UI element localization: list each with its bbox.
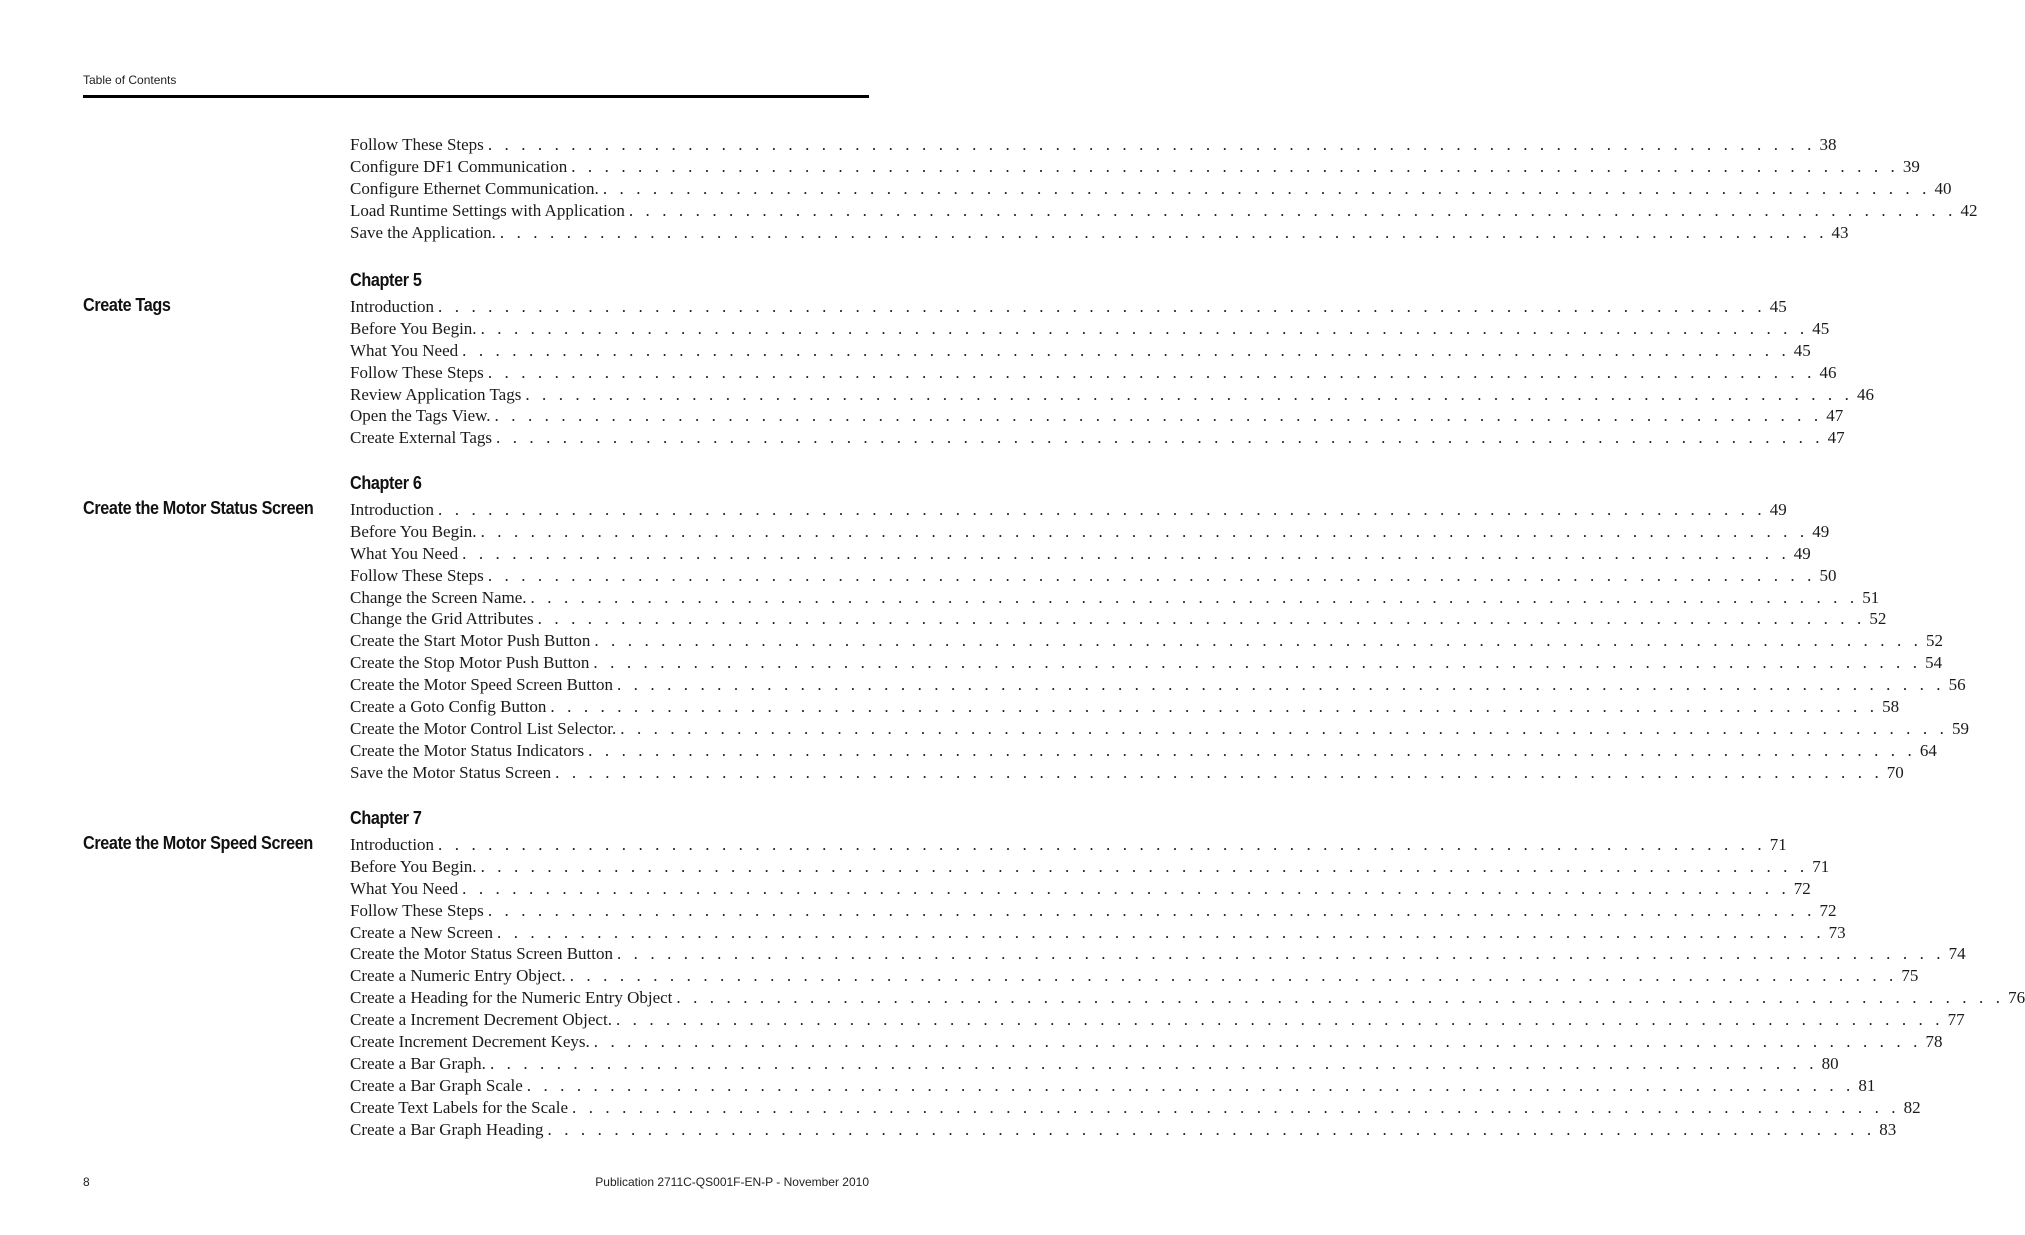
dot-leader: . . . . . . . . . . . . . . . . . . . . . . . . . . . . . . . . . . . . . . . . . . . . . . . . . . . . . . . . . . . . . . . . . . . . . . . . . . . . . . . . (537, 609, 1866, 629)
toc-entry[interactable] (350, 1097, 1921, 1119)
dot-leader: . . . . . . . . . . . . . . . . . . . . . . . . . . . . . . . . . . . . . . . . . . . . . . . . . . . . . . . . . . . . . . . . . . . . . . . . . . . . . . . . (593, 653, 1922, 673)
toc-entry-page: 40 (1934, 178, 1952, 198)
dot-leader: . . . . . . . . . . . . . . . . . . . . . . . . . . . . . . . . . . . . . . . . . . . . . . . . . . . . . . . . . . . . . . . . . . . . . . . . . . . . . . . . (480, 521, 1809, 541)
toc-entry-page: 38 (1819, 135, 1837, 154)
running-head: Table of Contents (83, 73, 177, 87)
toc-entry-title: Follow These Steps (350, 900, 484, 920)
dot-leader: . . . . . . . . . . . . . . . . . . . . . . . . . . . . . . . . . . . . . . . . . . . . . . . . . . . . . . . . . . . . . . . . . . . . . . . . . . . . . . . . (616, 675, 1945, 695)
toc-entry-title: Follow These Steps (350, 135, 484, 154)
header-rule (83, 95, 869, 98)
toc-entry-title: Load Runtime Settings with Application (350, 200, 625, 220)
toc-entry-title: Change the Grid Attributes (350, 609, 534, 629)
toc-entry-page: 73 (1828, 922, 1846, 942)
dot-leader: . . . . . . . . . . . . . . . . . . . . . . . . . . . . . . . . . . . . . . . . . . . . . . . . . . . . . . . . . . . . . . . . . . . . . . . . . . . . . . . . (487, 565, 1816, 585)
toc-entry-title: Create External Tags (350, 428, 492, 448)
toc-entry-title: Create a Heading for the Numeric Entry Object (350, 988, 673, 1008)
toc-entry[interactable] (350, 696, 1900, 718)
toc-entry-title: Before You Begin. (350, 856, 477, 876)
toc-entry-title: Save the Application. (350, 222, 496, 242)
toc-entry[interactable] (350, 922, 1846, 944)
toc-entry-title: Create a Bar Graph Heading (350, 1119, 544, 1139)
dot-leader: . . . . . . . . . . . . . . . . . . . . . . . . . . . . . . . . . . . . . . . . . . . . . . . . . . . . . . . . . . . . . . . . . . . . . . . . . . . . . . . . (480, 856, 1809, 876)
toc-entry[interactable] (350, 1119, 1897, 1141)
toc-entry-title: Before You Begin. (350, 521, 477, 541)
toc-entry[interactable] (350, 384, 1874, 406)
toc-entry-page: 58 (1882, 697, 1900, 717)
toc-entry-title: Change the Screen Name. (350, 587, 527, 607)
toc-entry[interactable] (350, 222, 1849, 244)
toc-entry[interactable] (350, 900, 1837, 922)
toc-entry-page: 39 (1902, 156, 1920, 176)
toc-entry-title: Before You Begin. (350, 318, 477, 338)
dot-leader: . . . . . . . . . . . . . . . . . . . . . . . . . . . . . . . . . . . . . . . . . . . . . . . . . . . . . . . . . . . . . . . . . . . . . . . . . . . . . . . . (602, 178, 1931, 198)
chapter-title: Create Tags (83, 295, 171, 315)
toc-entry-page: 83 (1879, 1119, 1897, 1139)
toc-entry-page: 75 (1901, 966, 1919, 986)
toc-entry[interactable] (350, 856, 1830, 878)
dot-leader: . . . . . . . . . . . . . . . . . . . . . . . . . . . . . . . . . . . . . . . . . . . . . . . . . . . . . . . . . . . . . . . . . . . . . . . . . . . . . . . . (438, 835, 1766, 854)
dot-leader: . . . . . . . . . . . . . . . . . . . . . . . . . . . . . . . . . . . . . . . . . . . . . . . . . . . . . . . . . . . . . . . . . . . . . . . . . . . . . . . . (499, 222, 1828, 242)
toc-entry-title: Create the Motor Control List Selector. (350, 718, 617, 738)
toc-entry-page: 49 (1769, 500, 1787, 519)
toc-entry-title: What You Need (350, 543, 459, 563)
toc-entry-title: Create a Numeric Entry Object. (350, 966, 566, 986)
toc-entry-title: Introduction (350, 500, 435, 519)
chapter-label: Chapter 5 (350, 270, 422, 290)
toc-entry-page: 46 (1819, 362, 1837, 382)
dot-leader: . . . . . . . . . . . . . . . . . . . . . . . . . . . . . . . . . . . . . . . . . . . . . . . . . . . . . . . . . . . . . . . . . . . . . . . . . . . . . . . . (628, 200, 1957, 220)
toc-entry[interactable] (350, 878, 1811, 900)
toc-entry-page: 51 (1862, 587, 1880, 607)
dot-leader: . . . . . . . . . . . . . . . . . . . . . . . . . . . . . . . . . . . . . . . . . . . . . . . . . . . . . . . . . . . . . . . . . . . . . . . . . . . . . . . . (487, 900, 1816, 920)
toc-entry-page: 80 (1821, 1053, 1839, 1073)
toc-entry-title: Open the Tags View. (350, 406, 491, 426)
page-number: 8 (83, 1175, 90, 1189)
dot-leader: . . . . . . . . . . . . . . . . . . . . . . . . . . . . . . . . . . . . . . . . . . . . . . . . . . . . . . . . . . . . . . . . . . . . . . . . . . . . . . . . (489, 1053, 1818, 1073)
toc-entry-page: 77 (1947, 1010, 1965, 1030)
toc-entry[interactable] (350, 987, 2025, 1009)
toc-entry-page: 71 (1769, 835, 1787, 854)
toc-entry-page: 82 (1903, 1097, 1921, 1117)
toc-entry[interactable] (350, 178, 1952, 200)
toc-entry-page: 42 (1960, 200, 1978, 220)
toc-entry-page: 50 (1819, 565, 1837, 585)
chapter-title: Create the Motor Status Screen (83, 498, 314, 518)
toc-entry-title: Create the Start Motor Push Button (350, 631, 591, 651)
toc-entry-title: Review Application Tags (350, 384, 522, 404)
dot-leader: . . . . . . . . . . . . . . . . . . . . . . . . . . . . . . . . . . . . . . . . . . . . . . . . . . . . . . . . . . . . . . . . . . . . . . . . . . . . . . . . (550, 697, 1879, 717)
toc-entry-title: Follow These Steps (350, 362, 484, 382)
toc-entry[interactable] (350, 740, 1937, 762)
toc-entry-page: 54 (1925, 653, 1943, 673)
toc-entry-list (350, 499, 1969, 784)
toc-entry-page: 76 (2008, 988, 2025, 1008)
toc-entry-title: What You Need (350, 340, 459, 360)
toc-entry-page: 78 (1925, 1032, 1943, 1052)
dot-leader: . . . . . . . . . . . . . . . . . . . . . . . . . . . . . . . . . . . . . . . . . . . . . . . . . . . . . . . . . . . . . . . . . . . . . . . . . . . . . . . . (438, 500, 1766, 519)
toc-entry[interactable] (350, 156, 1920, 178)
chapter-label: Chapter 7 (350, 808, 422, 828)
toc-entry[interactable] (350, 296, 1787, 318)
toc-entry-title: Create a Bar Graph. (350, 1053, 486, 1073)
toc-entry[interactable] (350, 318, 1830, 340)
toc-entry-page: 45 (1793, 340, 1811, 360)
dot-leader: . . . . . . . . . . . . . . . . . . . . . . . . . . . . . . . . . . . . . . . . . . . . . . . . . . . . . . . . . . . . . . . . . . . . . . . . . . . . . . . . (676, 988, 2005, 1008)
dot-leader: . . . . . . . . . . . . . . . . . . . . . . . . . . . . . . . . . . . . . . . . . . . . . . . . . . . . . . . . . . . . . . . . . . . . . . . . . . . . . . . . (487, 135, 1816, 154)
toc-entry[interactable] (350, 362, 1837, 384)
toc-entry-title: Create the Motor Status Screen Button (350, 944, 613, 964)
toc-entry-page: 72 (1793, 878, 1811, 898)
toc-entry-page: 43 (1831, 222, 1849, 242)
toc-entry[interactable] (350, 1009, 1965, 1031)
toc-entry-list (350, 834, 2025, 1140)
toc-entry[interactable] (350, 565, 1837, 587)
toc-entry-page: 47 (1827, 428, 1845, 448)
toc-entry-title: Introduction (350, 835, 435, 854)
toc-entry-page: 49 (1812, 521, 1830, 541)
toc-entry-title: Introduction (350, 297, 435, 316)
toc-entry[interactable] (350, 674, 1966, 696)
dot-leader: . . . . . . . . . . . . . . . . . . . . . . . . . . . . . . . . . . . . . . . . . . . . . . . . . . . . . . . . . . . . . . . . . . . . . . . . . . . . . . . . (594, 631, 1922, 651)
toc-entry[interactable] (350, 499, 1787, 521)
dot-leader: . . . . . . . . . . . . . . . . . . . . . . . . . . . . . . . . . . . . . . . . . . . . . . . . . . . . . . . . . . . . . . . . . . . . . . . . . . . . . . . . (438, 297, 1766, 316)
toc-entry-title: Create the Motor Speed Screen Button (350, 675, 613, 695)
dot-leader: . . . . . . . . . . . . . . . . . . . . . . . . . . . . . . . . . . . . . . . . . . . . . . . . . . . . . . . . . . . . . . . . . . . . . . . . . . . . . . . . (526, 1075, 1855, 1095)
toc-entry[interactable] (350, 340, 1811, 362)
chapter-title: Create the Motor Speed Screen (83, 833, 313, 853)
toc-entry-page: 71 (1812, 856, 1830, 876)
toc-entry-list (350, 134, 1978, 243)
toc-entry[interactable] (350, 1053, 1839, 1075)
toc-entry[interactable] (350, 427, 1845, 449)
toc-entry-page: 45 (1769, 297, 1787, 316)
toc-entry[interactable] (350, 405, 1844, 427)
toc-entry[interactable] (350, 834, 1787, 856)
toc-entry-title: Follow These Steps (350, 565, 484, 585)
dot-leader: . . . . . . . . . . . . . . . . . . . . . . . . . . . . . . . . . . . . . . . . . . . . . . . . . . . . . . . . . . . . . . . . . . . . . . . . . . . . . . . . (555, 762, 1883, 782)
dot-leader: . . . . . . . . . . . . . . . . . . . . . . . . . . . . . . . . . . . . . . . . . . . . . . . . . . . . . . . . . . . . . . . . . . . . . . . . . . . . . . . . (593, 1032, 1922, 1052)
toc-entry[interactable] (350, 1075, 1876, 1097)
dot-leader: . . . . . . . . . . . . . . . . . . . . . . . . . . . . . . . . . . . . . . . . . . . . . . . . . . . . . . . . . . . . . . . . . . . . . . . . . . . . . . . . (494, 406, 1823, 426)
toc-entry-page: 59 (1951, 718, 1969, 738)
toc-entry-page: 64 (1919, 740, 1937, 760)
toc-entry[interactable] (350, 762, 1904, 784)
dot-leader: . . . . . . . . . . . . . . . . . . . . . . . . . . . . . . . . . . . . . . . . . . . . . . . . . . . . . . . . . . . . . . . . . . . . . . . . . . . . . . . . (571, 156, 1899, 176)
toc-entry[interactable] (350, 652, 1943, 674)
chapter-label: Chapter 6 (350, 473, 422, 493)
toc-entry-title: Create a Goto Config Button (350, 697, 547, 717)
toc-entry[interactable] (350, 1031, 1943, 1053)
toc-entry[interactable] (350, 965, 1919, 987)
dot-leader: . . . . . . . . . . . . . . . . . . . . . . . . . . . . . . . . . . . . . . . . . . . . . . . . . . . . . . . . . . . . . . . . . . . . . . . . . . . . . . . . (462, 543, 1790, 563)
toc-entry-title: What You Need (350, 878, 459, 898)
toc-entry[interactable] (350, 587, 1880, 609)
toc-entry-page: 45 (1812, 318, 1830, 338)
dot-leader: . . . . . . . . . . . . . . . . . . . . . . . . . . . . . . . . . . . . . . . . . . . . . . . . . . . . . . . . . . . . . . . . . . . . . . . . . . . . . . . . (525, 384, 1853, 404)
dot-leader: . . . . . . . . . . . . . . . . . . . . . . . . . . . . . . . . . . . . . . . . . . . . . . . . . . . . . . . . . . . . . . . . . . . . . . . . . . . . . . . . (616, 944, 1945, 964)
toc-entry-page: 70 (1886, 762, 1904, 782)
toc-entry-page: 56 (1948, 675, 1966, 695)
dot-leader: . . . . . . . . . . . . . . . . . . . . . . . . . . . . . . . . . . . . . . . . . . . . . . . . . . . . . . . . . . . . . . . . . . . . . . . . . . . . . . . . (487, 362, 1816, 382)
toc-entry-title: Configure DF1 Communication (350, 156, 568, 176)
toc-entry-page: 52 (1926, 631, 1943, 651)
dot-leader: . . . . . . . . . . . . . . . . . . . . . . . . . . . . . . . . . . . . . . . . . . . . . . . . . . . . . . . . . . . . . . . . . . . . . . . . . . . . . . . . (480, 318, 1809, 338)
toc-entry-title: Create Text Labels for the Scale (350, 1097, 568, 1117)
dot-leader: . . . . . . . . . . . . . . . . . . . . . . . . . . . . . . . . . . . . . . . . . . . . . . . . . . . . . . . . . . . . . . . . . . . . . . . . . . . . . . . . (496, 428, 1824, 448)
toc-entry-page: 46 (1856, 384, 1874, 404)
dot-leader: . . . . . . . . . . . . . . . . . . . . . . . . . . . . . . . . . . . . . . . . . . . . . . . . . . . . . . . . . . . . . . . . . . . . . . . . . . . . . . . . (497, 922, 1825, 942)
toc-entry[interactable] (350, 630, 1943, 652)
publication-info: Publication 2711C-QS001F-EN-P - November 2010 (595, 1175, 869, 1189)
toc-entry-title: Configure Ethernet Communication. (350, 178, 599, 198)
toc-entry[interactable] (350, 943, 1966, 965)
toc-entry[interactable] (350, 200, 1978, 222)
toc-entry-title: Create the Motor Status Indicators (350, 740, 585, 760)
toc-entry[interactable] (350, 543, 1811, 565)
toc-entry-page: 52 (1869, 609, 1887, 629)
dot-leader: . . . . . . . . . . . . . . . . . . . . . . . . . . . . . . . . . . . . . . . . . . . . . . . . . . . . . . . . . . . . . . . . . . . . . . . . . . . . . . . . (462, 340, 1790, 360)
toc-entry-title: Save the Motor Status Screen (350, 762, 552, 782)
dot-leader: . . . . . . . . . . . . . . . . . . . . . . . . . . . . . . . . . . . . . . . . . . . . . . . . . . . . . . . . . . . . . . . . . . . . . . . . . . . . . . . . (530, 587, 1859, 607)
dot-leader: . . . . . . . . . . . . . . . . . . . . . . . . . . . . . . . . . . . . . . . . . . . . . . . . . . . . . . . . . . . . . . . . . . . . . . . . . . . . . . . . (462, 878, 1790, 898)
toc-entry-page: 49 (1793, 543, 1811, 563)
toc-entry-page: 47 (1826, 406, 1844, 426)
dot-leader: . . . . . . . . . . . . . . . . . . . . . . . . . . . . . . . . . . . . . . . . . . . . . . . . . . . . . . . . . . . . . . . . . . . . . . . . . . . . . . . . (588, 740, 1916, 760)
toc-entry-title: Create a New Screen (350, 922, 494, 942)
toc-entry[interactable] (350, 134, 1837, 156)
toc-entry-title: Create a Increment Decrement Object. (350, 1010, 612, 1030)
toc-entry-page: 72 (1819, 900, 1837, 920)
toc-entry-page: 74 (1948, 944, 1966, 964)
dot-leader: . . . . . . . . . . . . . . . . . . . . . . . . . . . . . . . . . . . . . . . . . . . . . . . . . . . . . . . . . . . . . . . . . . . . . . . . . . . . . . . . (547, 1119, 1876, 1139)
toc-entry-title: Create Increment Decrement Keys. (350, 1032, 590, 1052)
toc-entry-title: Create a Bar Graph Scale (350, 1075, 523, 1095)
dot-leader: . . . . . . . . . . . . . . . . . . . . . . . . . . . . . . . . . . . . . . . . . . . . . . . . . . . . . . . . . . . . . . . . . . . . . . . . . . . . . . . . (569, 966, 1898, 986)
toc-entry[interactable] (350, 608, 1887, 630)
toc-entry-page: 81 (1858, 1075, 1876, 1095)
toc-entry[interactable] (350, 718, 1969, 740)
dot-leader: . . . . . . . . . . . . . . . . . . . . . . . . . . . . . . . . . . . . . . . . . . . . . . . . . . . . . . . . . . . . . . . . . . . . . . . . . . . . . . . . (572, 1097, 1900, 1117)
dot-leader: . . . . . . . . . . . . . . . . . . . . . . . . . . . . . . . . . . . . . . . . . . . . . . . . . . . . . . . . . . . . . . . . . . . . . . . . . . . . . . . . (615, 1010, 1944, 1030)
toc-entry-title: Create the Stop Motor Push Button (350, 653, 590, 673)
toc-entry[interactable] (350, 521, 1830, 543)
dot-leader: . . . . . . . . . . . . . . . . . . . . . . . . . . . . . . . . . . . . . . . . . . . . . . . . . . . . . . . . . . . . . . . . . . . . . . . . . . . . . . . . (620, 718, 1948, 738)
toc-entry-list (350, 296, 1874, 449)
